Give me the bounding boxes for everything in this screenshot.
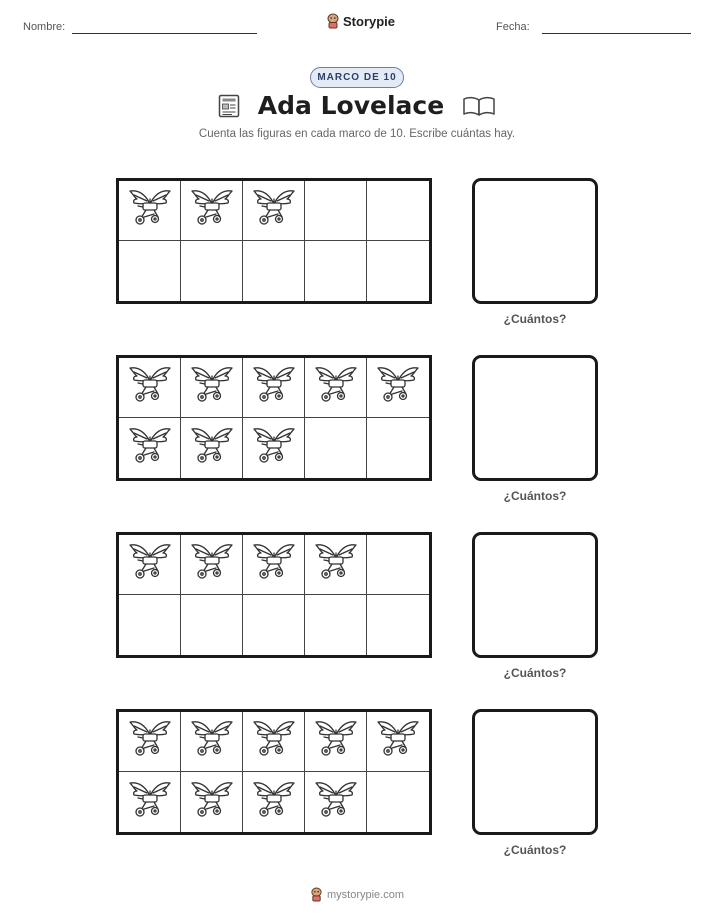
flying-machine-icon xyxy=(190,541,234,588)
frame-cell xyxy=(367,772,429,832)
frame-cell xyxy=(119,418,181,478)
frame-cell xyxy=(181,712,243,772)
frame-cell xyxy=(181,358,243,418)
instructions: Cuenta las figuras en cada marco de 10. Escribe cuántas hay. xyxy=(198,128,516,140)
frame-cell xyxy=(305,712,367,772)
page-title: Ada Lovelace xyxy=(257,91,445,120)
frame-cell xyxy=(119,181,181,241)
ten-frame-3 xyxy=(116,532,432,658)
flying-machine-icon xyxy=(128,779,172,826)
flying-machine-icon xyxy=(314,541,358,588)
how-many-label-3: ¿Cuántos? xyxy=(503,666,567,680)
frame-cell xyxy=(367,595,429,655)
frame-cell xyxy=(181,241,243,301)
footer xyxy=(0,887,714,902)
frame-cell xyxy=(367,712,429,772)
frame-cell xyxy=(243,358,305,418)
date-label: Fecha: xyxy=(496,21,530,33)
flying-machine-icon xyxy=(252,425,296,472)
frame-cell xyxy=(367,358,429,418)
brand-logo xyxy=(326,13,395,29)
frame-cell xyxy=(243,535,305,595)
frame-cell xyxy=(305,181,367,241)
ten-frame-4 xyxy=(116,709,432,835)
how-many-label-1: ¿Cuántos? xyxy=(503,312,567,326)
frame-cell xyxy=(367,418,429,478)
frame-cell xyxy=(243,181,305,241)
frame-cell xyxy=(119,595,181,655)
name-label: Nombre: xyxy=(23,21,66,33)
title-row xyxy=(0,91,714,120)
newspaper-icon xyxy=(218,94,240,118)
flying-machine-icon xyxy=(314,364,358,411)
flying-machine-icon xyxy=(376,364,420,411)
flying-machine-icon xyxy=(252,541,296,588)
flying-machine-icon xyxy=(128,541,172,588)
flying-machine-icon xyxy=(128,187,172,234)
frame-cell xyxy=(181,418,243,478)
frame-cell xyxy=(181,595,243,655)
flying-machine-icon xyxy=(376,718,420,765)
frame-cell xyxy=(181,181,243,241)
frame-cell xyxy=(181,535,243,595)
footer-url: mystorypie.com xyxy=(326,888,405,901)
frame-cell xyxy=(367,181,429,241)
frame-cell xyxy=(367,535,429,595)
open-book-icon xyxy=(462,95,496,117)
frame-cell xyxy=(243,241,305,301)
frame-cell xyxy=(367,241,429,301)
ten-frame-2 xyxy=(116,355,432,481)
flying-machine-icon xyxy=(190,364,234,411)
flying-machine-icon xyxy=(252,187,296,234)
frame-cell xyxy=(119,772,181,832)
flying-machine-icon xyxy=(314,718,358,765)
answer-box-3[interactable] xyxy=(472,532,598,658)
answer-box-4[interactable] xyxy=(472,709,598,835)
frame-cell xyxy=(243,418,305,478)
flying-machine-icon xyxy=(128,364,172,411)
frame-cell xyxy=(119,358,181,418)
flying-machine-icon xyxy=(252,364,296,411)
frame-cell xyxy=(305,772,367,832)
flying-machine-icon xyxy=(252,779,296,826)
storypie-mascot-icon xyxy=(310,887,323,902)
frame-cell xyxy=(305,595,367,655)
ten-frame-1 xyxy=(116,178,432,304)
how-many-label-2: ¿Cuántos? xyxy=(503,489,567,503)
flying-machine-icon xyxy=(190,425,234,472)
brand-name: Storypie xyxy=(343,13,396,29)
frame-cell xyxy=(119,535,181,595)
frame-cell xyxy=(305,241,367,301)
flying-machine-icon xyxy=(128,425,172,472)
answer-box-1[interactable] xyxy=(472,178,598,304)
flying-machine-icon xyxy=(190,718,234,765)
answer-box-2[interactable] xyxy=(472,355,598,481)
frame-cell xyxy=(243,712,305,772)
frame-cell xyxy=(181,772,243,832)
frame-cell xyxy=(243,595,305,655)
name-line[interactable] xyxy=(72,33,257,34)
storypie-mascot-icon xyxy=(326,13,340,29)
frame-cell xyxy=(305,418,367,478)
how-many-label-4: ¿Cuántos? xyxy=(503,843,567,857)
flying-machine-icon xyxy=(190,779,234,826)
date-line[interactable] xyxy=(542,33,691,34)
worksheet-type-badge: MARCO DE 10 xyxy=(310,67,404,88)
frame-cell xyxy=(305,358,367,418)
frame-cell xyxy=(305,535,367,595)
frame-cell xyxy=(119,712,181,772)
flying-machine-icon xyxy=(314,779,358,826)
flying-machine-icon xyxy=(252,718,296,765)
flying-machine-icon xyxy=(190,187,234,234)
frame-cell xyxy=(243,772,305,832)
frame-cell xyxy=(119,241,181,301)
flying-machine-icon xyxy=(128,718,172,765)
